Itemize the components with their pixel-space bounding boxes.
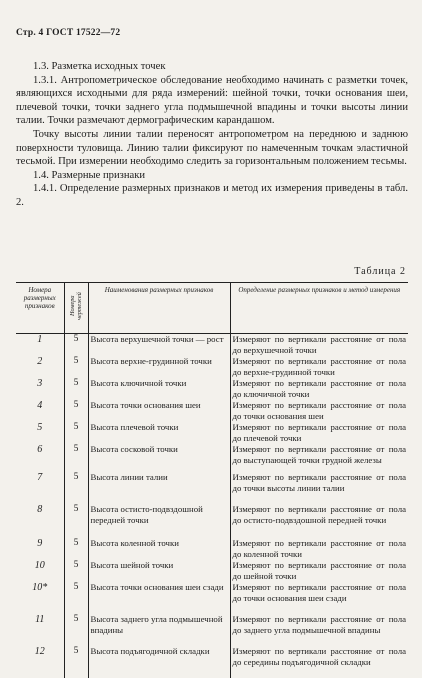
- row-pri: 5: [64, 582, 88, 614]
- row-name: Высота коленной точки: [88, 538, 230, 560]
- row-num: 10*: [16, 582, 64, 614]
- row-name: Высота точки основания шеи: [88, 400, 230, 422]
- table-body: [16, 334, 408, 678]
- header-num: Номера размерных признаков: [16, 283, 64, 334]
- section-1-4-heading: 1.4. Размерные признаки: [16, 169, 408, 183]
- header-name: Наименования размерных признаков: [88, 283, 230, 334]
- row-num: 3: [16, 378, 64, 400]
- table-row: [16, 582, 408, 614]
- header-method: Определение размерных признаков и метод измерения: [230, 283, 408, 334]
- page-header: Стр. 4 ГОСТ 17522—72: [16, 28, 120, 38]
- row-pri: 5: [64, 356, 88, 378]
- row-pri: 5: [64, 614, 88, 646]
- row-name: Высота остисто-подвздошной передней точки: [88, 504, 230, 538]
- row-pri: 5: [64, 504, 88, 538]
- row-pri: 5: [64, 400, 88, 422]
- row-num: 11: [16, 614, 64, 646]
- row-pri: 5: [64, 560, 88, 582]
- section-1-3-heading: 1.3. Разметка исходных точек: [16, 60, 408, 74]
- row-pri: 5: [64, 538, 88, 560]
- row-num: 10: [16, 560, 64, 582]
- row-pri: 5: [64, 444, 88, 472]
- row-pri: 5: [64, 472, 88, 504]
- row-name: Высота верхушечной точки — рост: [88, 334, 230, 357]
- table-row: [16, 614, 408, 646]
- table-row: [16, 560, 408, 582]
- table-row: [16, 444, 408, 472]
- row-method: Измеряют по вертикали расстояние от пола до выступающей точки грудной железы: [230, 444, 408, 472]
- row-name: Высота ключичной точки: [88, 378, 230, 400]
- row-method: Измеряют по вертикали расстояние от пола до заднего угла подмышечной впадины: [230, 614, 408, 646]
- row-num: 4: [16, 400, 64, 422]
- row-name: Высота шейной точки: [88, 560, 230, 582]
- table-row: [16, 646, 408, 678]
- row-name: Высота точки основания шеи сзади: [88, 582, 230, 614]
- section-1-3-1-text-2: Точку высоты линии талии переносят антропометром на переднюю и заднюю поверхности туловища. Линию талии фиксируют по намеченным точкам эластичной тесьмой. При измерении необходимо следить за горизонтальным положением тесьмы.: [16, 128, 408, 169]
- measurements-table: [16, 282, 408, 678]
- row-method: Измеряют по вертикали расстояние от пола до точки высоты линии талии: [230, 472, 408, 504]
- row-method: Измеряют по вертикали расстояние от пола до коленной точки: [230, 538, 408, 560]
- row-method: Измеряют по вертикали расстояние от пола до ключичной точки: [230, 378, 408, 400]
- header-pri-text: Номера чертежей: [69, 286, 83, 326]
- row-name: Высота заднего угла подмышечной впадины: [88, 614, 230, 646]
- row-name: Высота плечевой точки: [88, 422, 230, 444]
- row-method: Измеряют по вертикали расстояние от пола до верхне-грудинной точки: [230, 356, 408, 378]
- row-num: 12: [16, 646, 64, 678]
- table-row: [16, 422, 408, 444]
- table-row: [16, 334, 408, 357]
- row-num: 9: [16, 538, 64, 560]
- table-header-row: [16, 283, 408, 334]
- row-num: 5: [16, 422, 64, 444]
- row-pri: 5: [64, 334, 88, 357]
- table-row: [16, 356, 408, 378]
- row-num: 8: [16, 504, 64, 538]
- row-method: Измеряют по вертикали расстояние от пола до шейной точки: [230, 560, 408, 582]
- row-pri: 5: [64, 378, 88, 400]
- table-row: [16, 538, 408, 560]
- row-name: Высота подъягодичной складки: [88, 646, 230, 678]
- row-num: 2: [16, 356, 64, 378]
- table-row: [16, 504, 408, 538]
- row-name: Высота верхне-грудинной точки: [88, 356, 230, 378]
- table-caption: Таблица 2: [354, 266, 406, 277]
- row-method: Измеряют по вертикали расстояние от пола до середины подъягодичной складки: [230, 646, 408, 678]
- row-method: Измеряют по вертикали расстояние от пола до точки основания шеи: [230, 400, 408, 422]
- table-row: [16, 472, 408, 504]
- table-row: [16, 378, 408, 400]
- row-num: 1: [16, 334, 64, 357]
- row-num: 7: [16, 472, 64, 504]
- row-method: Измеряют по вертикали расстояние от пола до остисто-подвздошной передней точки: [230, 504, 408, 538]
- row-name: Высота линии талии: [88, 472, 230, 504]
- section-1-3-1-text: 1.3.1. Антропометрическое обследование необходимо начинать с разметки точек, являющихся исходными для ряда измерений: шейной точки, точки основания шеи, плечевой точки, точки заднего угла подмышечной впадины и точки высоты линии талии. Точки размечают дермографическим карандашом.: [16, 74, 408, 128]
- header-pri: [64, 283, 88, 334]
- table-row: [16, 400, 408, 422]
- row-method: Измеряют по вертикали расстояние от пола до плечевой точки: [230, 422, 408, 444]
- row-num: 6: [16, 444, 64, 472]
- row-pri: 5: [64, 646, 88, 678]
- row-method: Измеряют по вертикали расстояние от пола до точки основания шеи сзади: [230, 582, 408, 614]
- body-text: [16, 60, 408, 210]
- row-method: Измеряют по вертикали расстояние от пола до верхушечной точки: [230, 334, 408, 357]
- row-pri: 5: [64, 422, 88, 444]
- section-1-4-1-text: 1.4.1. Определение размерных признаков и метод их измерения приведены в табл. 2.: [16, 182, 408, 209]
- row-name: Высота сосковой точки: [88, 444, 230, 472]
